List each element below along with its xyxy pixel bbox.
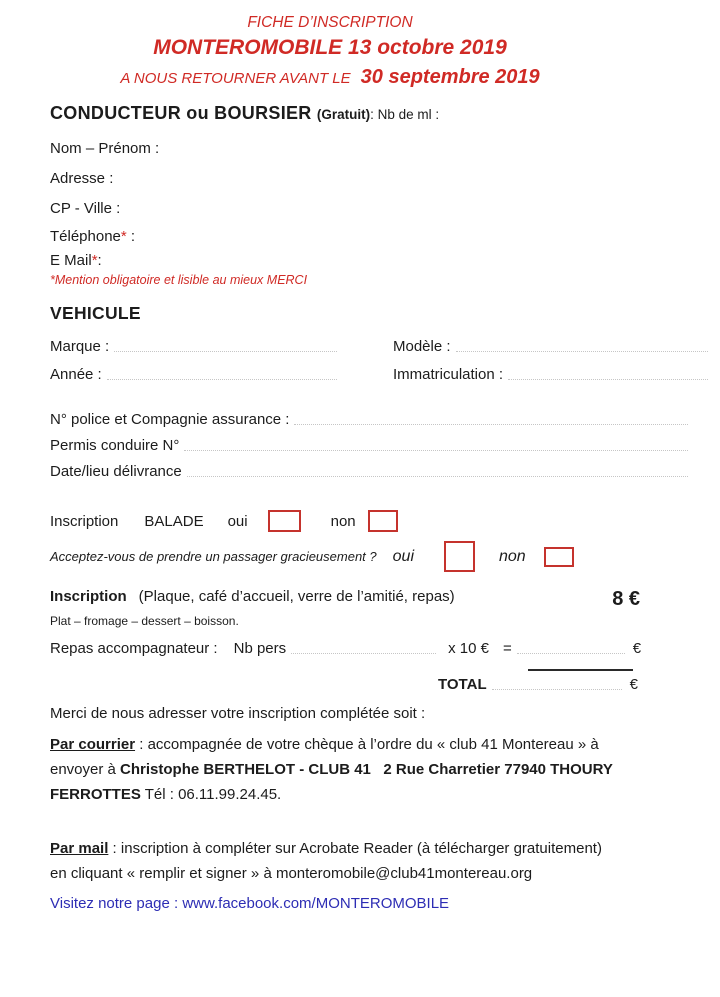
annee-label: Année :	[50, 366, 102, 383]
facebook-link[interactable]: www.facebook.com/MONTEROMOBILE	[182, 895, 450, 912]
telephone-colon: :	[126, 228, 136, 245]
field-annee	[50, 366, 337, 383]
section-conducteur-heading	[50, 103, 708, 124]
fill-line-total[interactable]	[492, 689, 622, 690]
facebook-line	[50, 895, 708, 912]
euro-sign: €	[632, 640, 642, 657]
field-delivrance	[50, 463, 688, 480]
equals-sign: =	[503, 640, 512, 657]
total-label: TOTAL	[438, 676, 487, 693]
merci-intro: Merci de nous adresser votre inscription complétée soit :	[50, 705, 426, 722]
menu-detail: Plat – fromage – dessert – boisson.	[50, 614, 239, 628]
fill-line-annee[interactable]	[107, 379, 337, 380]
telephone-required-asterisk: *	[120, 228, 127, 245]
return-deadline	[50, 66, 610, 89]
adresse-label: Adresse :	[50, 170, 114, 187]
balade-oui-label: oui	[227, 512, 248, 530]
multiplier-label: x 10 €	[448, 640, 490, 657]
inscription-price-label: Inscription	[50, 588, 127, 605]
facebook-prefix: Visitez notre page :	[50, 895, 183, 912]
fill-line-modele[interactable]	[456, 351, 708, 352]
modele-label: Modèle :	[393, 338, 451, 355]
form-title: MONTEROMOBILE 13 octobre 2019	[153, 36, 507, 59]
fill-line-immatriculation[interactable]	[508, 379, 708, 380]
courrier-line1	[50, 732, 708, 757]
field-telephone	[50, 228, 708, 246]
row-annee-immatriculation	[50, 366, 708, 383]
mail-line1	[50, 836, 708, 861]
field-email	[50, 252, 708, 270]
form-header	[50, 10, 610, 89]
nom-prenom-label: Nom – Prénom :	[50, 140, 160, 157]
delivrance-label: Date/lieu délivrance	[50, 463, 182, 480]
permis-label: Permis conduire N°	[50, 437, 180, 454]
courrier-line3	[50, 782, 708, 807]
field-police-assurance	[50, 411, 688, 428]
balade-inscription-label: Inscription	[50, 512, 119, 530]
courrier-text-1: accompagnée de votre chèque à l’ordre du « club 41 Montereau » à	[147, 736, 599, 753]
deadline-prefix: A NOUS RETOURNER AVANT LE	[120, 70, 351, 87]
immatriculation-label: Immatriculation :	[393, 366, 504, 383]
courrier-separator: :	[135, 736, 148, 753]
fill-line-nb-pers[interactable]	[291, 653, 436, 654]
row-inscription-balade	[50, 510, 708, 532]
police-assurance-label: N° police et Compagnie assurance :	[50, 411, 290, 428]
mail-separator: :	[108, 840, 121, 857]
nb-ml-label: : Nb de ml :	[370, 107, 440, 122]
gratuit-label: (Gratuit)	[316, 107, 371, 122]
row-inscription-price	[50, 588, 708, 611]
balade-event-label: BALADE	[144, 512, 204, 530]
mail-text-1: inscription à compléter sur Acrobate Reader (à télécharger gratuitement)	[120, 840, 602, 857]
passager-question: Acceptez-vous de prendre un passager gracieusement ?	[50, 549, 377, 564]
paragraph-courrier	[50, 732, 708, 807]
repas-label: Repas accompagnateur :	[50, 640, 218, 657]
email-label: E Mail	[50, 252, 92, 269]
inscription-detail: (Plaque, café d’accueil, verre de l’amitié, repas)	[138, 588, 455, 605]
fill-line-police[interactable]	[294, 424, 688, 425]
fill-line-delivrance[interactable]	[187, 476, 688, 477]
conducteur-title: CONDUCTEUR ou BOURSIER	[50, 103, 317, 123]
fill-line-montant[interactable]	[517, 653, 625, 654]
email-colon: :	[97, 252, 102, 269]
courrier-address-bold: Christophe BERTHELOT - CLUB 41 2 Rue Charretier 77940 THOURY	[120, 761, 613, 778]
marque-label: Marque :	[50, 338, 110, 355]
deadline-date: 30 septembre 2019	[360, 66, 540, 88]
email-required-asterisk: *	[91, 252, 98, 269]
passager-non-label: non	[499, 547, 526, 565]
checkbox-passager-non[interactable]	[544, 547, 574, 567]
mandatory-note: *Mention obligatoire et lisible au mieux MERCI	[50, 273, 308, 287]
courrier-label: Par courrier	[50, 736, 136, 753]
checkbox-balade-oui[interactable]	[268, 510, 301, 532]
total-euro-sign: €	[629, 676, 638, 693]
field-marque	[50, 338, 337, 355]
email-address: monteromobile@club41montereau.org	[275, 865, 533, 882]
checkbox-passager-oui[interactable]	[444, 541, 475, 572]
form-subtitle: FICHE D’INSCRIPTION	[247, 14, 413, 31]
paragraph-mail	[50, 836, 708, 886]
courrier-line2	[50, 757, 708, 782]
courrier-text-2: envoyer à	[50, 761, 121, 778]
inscription-price-value: 8 €	[612, 588, 640, 610]
mail-text-2: en cliquant « remplir et signer » à	[50, 865, 276, 882]
courrier-phone: Tél : 06.11.99.24.45.	[140, 786, 282, 803]
field-permis	[50, 437, 688, 454]
courrier-city-bold: FERROTTES	[50, 786, 141, 803]
nb-pers-label: Nb pers	[233, 640, 287, 657]
checkbox-balade-non[interactable]	[368, 510, 398, 532]
field-adresse	[50, 170, 708, 188]
section-vehicule-heading: VEHICULE	[50, 303, 141, 323]
mail-label: Par mail	[50, 840, 109, 857]
total-sum-line	[528, 669, 633, 671]
fill-line-marque[interactable]	[114, 351, 337, 352]
cp-ville-label: CP - Ville :	[50, 200, 121, 217]
passager-oui-label: oui	[392, 547, 414, 565]
fill-line-permis[interactable]	[184, 450, 688, 451]
row-marque-modele	[50, 338, 708, 355]
field-immatriculation	[393, 366, 708, 383]
balade-non-label: non	[330, 512, 356, 530]
row-repas-accompagnateur	[50, 640, 708, 657]
field-nom-prenom	[50, 140, 708, 158]
row-total	[438, 676, 708, 693]
field-modele	[393, 338, 708, 355]
telephone-label: Téléphone	[50, 228, 121, 245]
mail-line2	[50, 861, 708, 886]
field-cp-ville	[50, 200, 708, 218]
row-passager	[50, 541, 708, 572]
